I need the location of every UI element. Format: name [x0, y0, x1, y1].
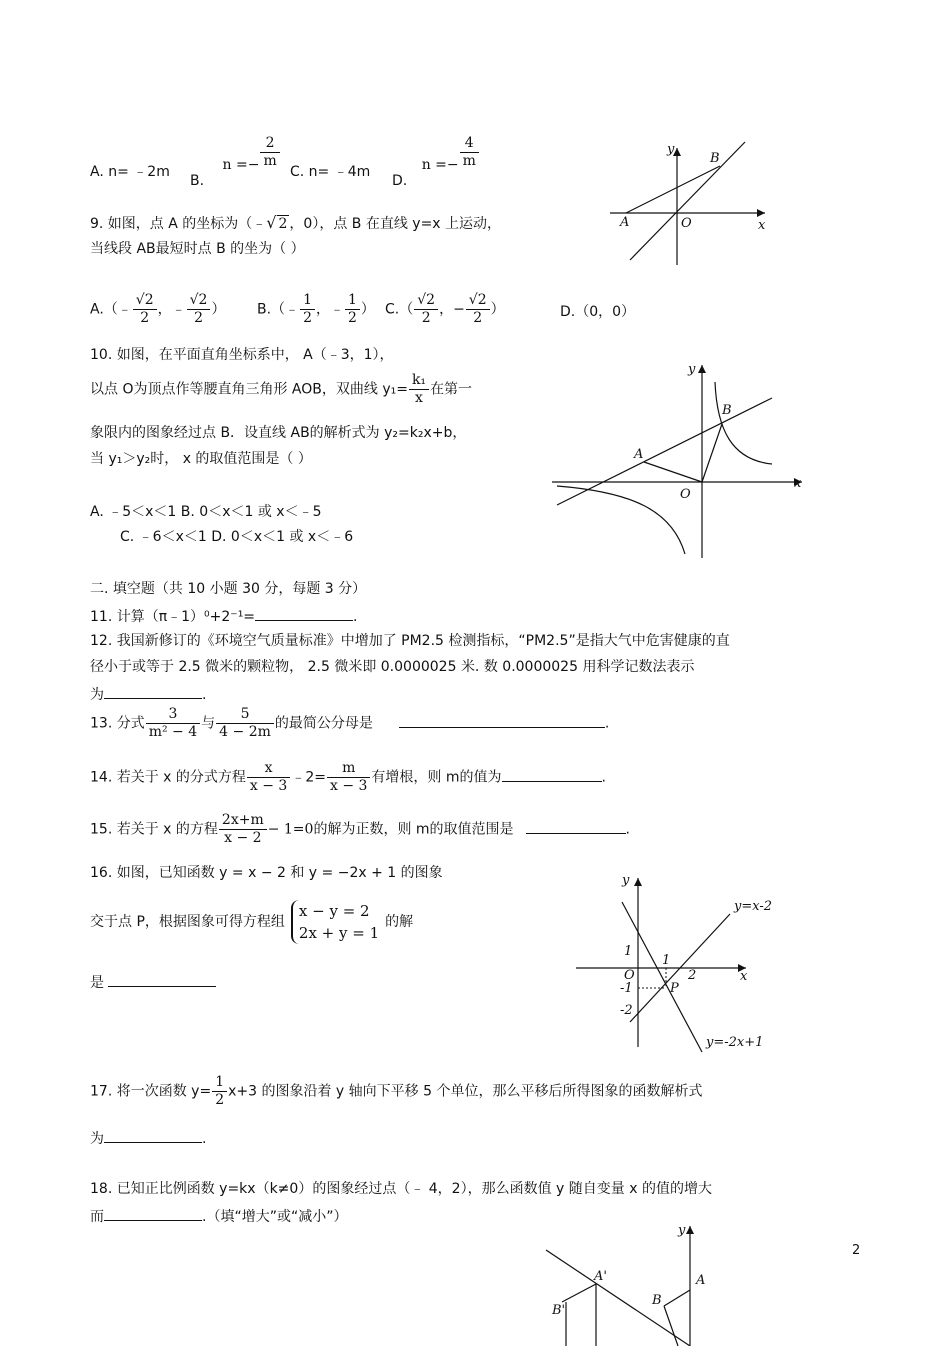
q9-option-b: B.（﹣ $\frac{1}{2}$ ，﹣ $\frac{1}{2}$ ）	[257, 292, 375, 326]
q17-answer-blank	[104, 1128, 202, 1143]
fig16-tick-x2: 2	[688, 968, 697, 983]
fig19-segment-b-a	[664, 1290, 690, 1306]
section-fill-blank-title: 二. 填空题（共 10 小题 30 分，每题 3 分）	[90, 581, 367, 597]
fig19-label-b-prime: B'	[552, 1303, 566, 1318]
q9-option-c: C.（ $\frac{√2}{2}$ ，− $\frac{√2}{2}$ ）	[385, 292, 505, 326]
fig19-label-a: A	[696, 1273, 706, 1288]
q8-b-prefix: B.	[190, 172, 205, 189]
q14-answer-blank	[502, 767, 602, 782]
fig16-label-line2: y=-2x+1	[706, 1035, 764, 1050]
q10-options-ab: A. ﹣5＜x＜1 B. 0＜x＜1 或 x＜﹣5	[90, 504, 322, 520]
q10-line2: 以点 O为顶点作等腰直角三角形 AOB，双曲线 y₁= $\frac{\text{k₁}}{x}$ 在第一	[90, 372, 473, 406]
q11-answer-blank	[255, 606, 353, 621]
q13-answer-blank	[399, 713, 605, 728]
q8-option-c: C. n= ﹣4m	[290, 164, 371, 180]
q9-option-d: D.（0，0）	[560, 304, 636, 320]
figure-q9	[600, 140, 780, 270]
fig10-label-a: A	[634, 447, 644, 462]
fig16-tick-y1: 1	[624, 944, 633, 959]
fig10-hyperbola-q3	[557, 486, 685, 554]
q8-d-fraction: $\frac{4}{m}$	[460, 135, 479, 170]
fig9-segment-ab	[626, 166, 720, 213]
q8-b-lhs: n =−	[222, 156, 260, 173]
figure-q10	[552, 360, 812, 560]
q18-line1: 18. 已知正比例函数 y=kx（k≠0）的图象经过点（﹣ 4，2），那么函数值 y 随自变量 x 的值的增大	[90, 1181, 712, 1197]
fig16-tick-ym1: -1	[620, 981, 633, 996]
fig10-segment-ob	[702, 424, 722, 482]
fig10-label-o: O	[680, 487, 691, 502]
q9-line1: 9. 如图，点 A 的坐标为（﹣√ 2 ，0），点 B 在直线 y=x 上运动，	[90, 213, 502, 232]
fig9-label-x: x	[758, 218, 766, 233]
q10-line3: 象限内的图象经过点 B．设直线 AB的解析式为 y₂=k₂x+b，	[90, 425, 467, 441]
fig9-label-o: O	[681, 216, 692, 231]
fig10-label-x: x	[794, 476, 802, 491]
q17-line1: 17. 将一次函数 y= $\frac{1}{2}$ x+3 的图象沿着 y 轴向下平移 5 个单位，那么平移后所得图象的函数解析式	[90, 1074, 703, 1108]
q16-line1: 16. 如图，已知函数 y = x − 2 和 y = −2x + 1 的图象	[90, 865, 443, 881]
q18-answer-blank	[104, 1206, 202, 1221]
fig19-y-arrow	[686, 1226, 694, 1234]
q12-answer-blank	[104, 684, 202, 699]
fig9-label-a: A	[620, 215, 630, 230]
q8-d-lhs: n =−	[421, 156, 459, 173]
q12-line2: 径小于或等于 2.5 微米的颗粒物， 2.5 微米即 0.0000025 米. 数 0.0000025 用科学记数法表示	[90, 659, 695, 675]
figure-q19	[540, 1220, 730, 1346]
fig19-line-main	[546, 1250, 690, 1346]
fig10-hyperbola-q1	[715, 382, 772, 464]
q11: 11. 计算（π﹣1）⁰+2⁻¹= .	[90, 606, 358, 626]
q9-line2: 当线段 AB最短时点 B 的坐为（ ）	[90, 241, 305, 257]
fig10-y-arrow	[698, 365, 706, 373]
fig16-y-arrow	[634, 878, 642, 886]
q17-line2: 为 .	[90, 1128, 206, 1148]
fig19-label-a-prime: A'	[594, 1269, 607, 1284]
q8-d-prefix: D.	[392, 172, 408, 189]
q15: 15. 若关于 x 的方程 $\frac{2x+m}{x - 2}$ − 1=0的解为正数，则 m的取值范围是 .	[90, 812, 630, 846]
fig10-label-y: y	[688, 362, 696, 377]
fig19-segment-b2-a2	[562, 1284, 596, 1302]
fig16-label-line1: y=x-2	[734, 899, 773, 914]
fig16-label-o: O	[624, 968, 635, 983]
fig16-label-y: y	[622, 873, 630, 888]
figure-q16	[570, 872, 780, 1057]
fig16-tick-ym2: -2	[620, 1003, 633, 1018]
q13: 13. 分式 $\frac{3}{\text{m² − 4}}$ 与 $\frac{5}{4 - 2m}$ 的最简公分母是 .	[90, 706, 610, 740]
q16-line2: 交于点 P，根据图象可得方程组 x − y = 2 2x + y = 1 的解	[90, 902, 414, 942]
q10-line4: 当 y₁＞y₂时， x 的取值范围是（ ）	[90, 451, 312, 467]
q8-b-fraction: $\frac{2}{m}$	[260, 135, 279, 170]
fig9-label-y: y	[667, 142, 675, 157]
fig19-segment-b-o	[664, 1306, 678, 1346]
fig19-label-b: B	[652, 1293, 662, 1308]
q9-option-a: A.（﹣ $\frac{√2}{2}$ ，﹣ $\frac{√2}{2}$ ）	[90, 292, 226, 326]
fig16-label-x: x	[740, 969, 748, 984]
fig9-label-b: B	[710, 151, 720, 166]
page-number: 2	[852, 1243, 861, 1258]
q18-line2: 而 .（填“增大”或“减小”）	[90, 1206, 347, 1226]
fig9-x-arrow	[757, 209, 765, 217]
q16-line3: 是	[90, 972, 216, 992]
q10-options-cd: C. ﹣6＜x＜1 D. 0＜x＜1 或 x＜﹣6	[120, 529, 354, 545]
fig19-label-y: y	[678, 1223, 686, 1238]
fig16-tick-x1: 1	[662, 953, 671, 968]
q8-option-b	[190, 135, 281, 189]
q8-option-a: A. n= ﹣2m	[90, 164, 170, 180]
q12-line1: 12. 我国新修订的《环境空气质量标准》中增加了 PM2.5 检测指标，“PM2.5”是指大气中危害健康的直	[90, 633, 730, 649]
fig16-label-p: P	[670, 981, 679, 996]
fig9-line-y-equals-x	[630, 142, 745, 260]
q16-answer-blank	[108, 972, 216, 987]
q8-option-d	[392, 135, 480, 189]
sqrt-two: √ 2	[266, 213, 288, 232]
q14: 14. 若关于 x 的分式方程 $\frac{x}{x - 3}$ ﹣2= $\frac{m}{x - 3}$ 有增根，则 m的值为 .	[90, 760, 606, 794]
q12-line3: 为 .	[90, 684, 206, 704]
fig10-segment-ao	[644, 462, 702, 482]
q16-equation-system: x − y = 2 2x + y = 1	[291, 900, 379, 944]
fig10-label-b: B	[722, 403, 732, 418]
q15-answer-blank	[526, 819, 626, 834]
q10-line1: 10. 如图，在平面直角坐标系中， A（﹣3，1），	[90, 347, 394, 363]
